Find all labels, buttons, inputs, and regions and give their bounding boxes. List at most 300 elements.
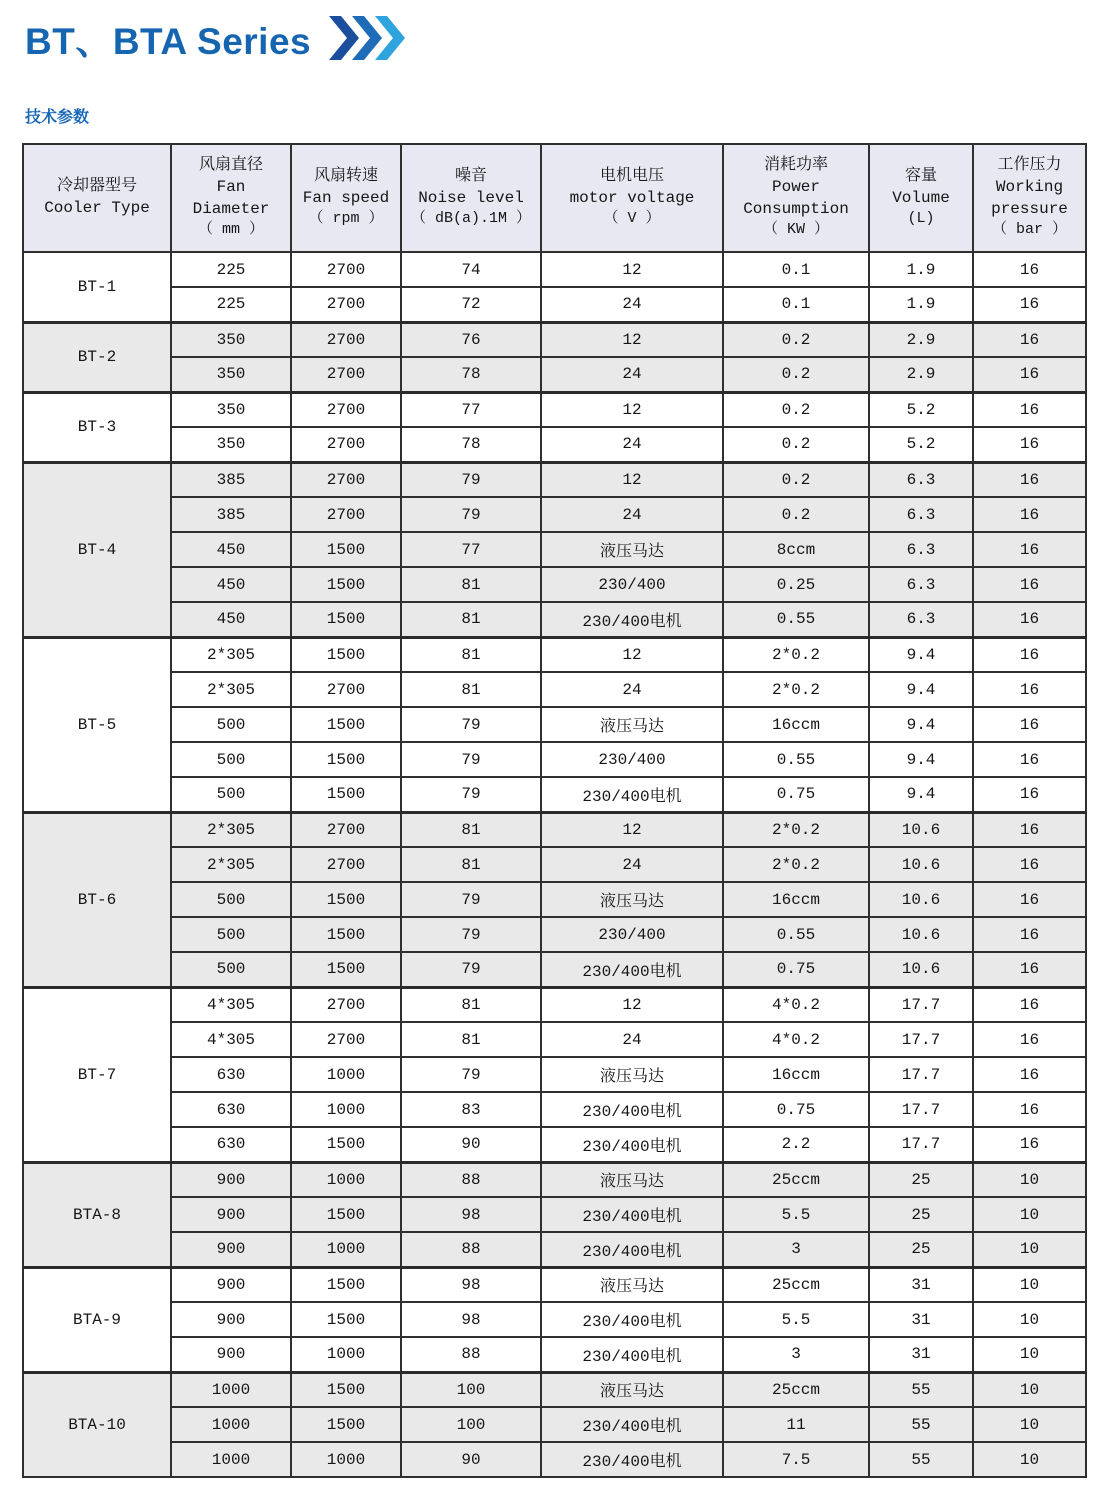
data-cell: 16	[973, 672, 1086, 707]
data-cell: 79	[401, 497, 541, 532]
data-cell: 9.4	[869, 742, 973, 777]
data-cell: 16	[973, 1127, 1086, 1162]
data-cell: 1500	[291, 532, 401, 567]
data-cell: 0.1	[723, 287, 869, 322]
data-cell: 3	[723, 1337, 869, 1372]
data-cell: 5.2	[869, 392, 973, 427]
data-cell: 24	[541, 357, 723, 392]
data-cell: 630	[171, 1092, 291, 1127]
data-cell: 6.3	[869, 462, 973, 497]
column-header-en: motor voltage	[569, 188, 695, 207]
cooler-type-cell: BT-3	[23, 392, 171, 462]
data-cell: 10	[973, 1197, 1086, 1232]
data-cell: 81	[401, 602, 541, 637]
data-cell: 55	[869, 1442, 973, 1477]
data-cell: 1500	[291, 1197, 401, 1232]
table-row	[23, 707, 1086, 742]
data-cell: 500	[171, 952, 291, 987]
column-header-zh: 风扇直径	[198, 156, 263, 175]
data-cell: 10.6	[869, 812, 973, 847]
column-header-fan-diameter	[171, 144, 291, 252]
data-cell: 77	[401, 392, 541, 427]
cooler-type-cell: BTA-8	[23, 1162, 171, 1267]
data-cell: 2*0.2	[723, 847, 869, 882]
data-cell: 9.4	[869, 672, 973, 707]
header-row	[23, 144, 1086, 252]
data-cell: 4*305	[171, 1022, 291, 1057]
column-header-zh: 消耗功率	[763, 156, 828, 175]
table-row	[23, 882, 1086, 917]
data-cell: 25	[869, 1162, 973, 1197]
data-cell: 100	[401, 1372, 541, 1407]
data-cell: 2*305	[171, 637, 291, 672]
page-title: BT、BTA Series	[25, 21, 312, 62]
table-row	[23, 1407, 1086, 1442]
data-cell: 0.75	[723, 777, 869, 812]
table-row	[23, 777, 1086, 812]
column-header-zh: 电机电压	[599, 167, 664, 186]
data-cell: 76	[401, 322, 541, 357]
data-cell: 230/400电机	[541, 1407, 723, 1442]
data-cell: 4*0.2	[723, 987, 869, 1022]
data-cell: 6.3	[869, 567, 973, 602]
data-cell: 2700	[291, 392, 401, 427]
data-cell: 9.4	[869, 777, 973, 812]
data-cell: 225	[171, 287, 291, 322]
table-row	[23, 567, 1086, 602]
data-cell: 230/400	[541, 567, 723, 602]
column-header-unit: （ mm ）	[197, 221, 264, 239]
data-cell: 90	[401, 1442, 541, 1477]
data-cell: 3	[723, 1232, 869, 1267]
cooler-type-cell: BT-6	[23, 812, 171, 987]
table-row	[23, 462, 1086, 497]
table-row	[23, 1127, 1086, 1162]
data-cell: 1500	[291, 707, 401, 742]
cooler-type-cell: BTA-10	[23, 1372, 171, 1477]
data-cell: 16	[973, 1057, 1086, 1092]
table-row	[23, 812, 1086, 847]
data-cell: 1500	[291, 742, 401, 777]
data-cell: 12	[541, 987, 723, 1022]
data-cell: 16	[973, 392, 1086, 427]
data-cell: 31	[869, 1267, 973, 1302]
data-cell: 12	[541, 252, 723, 287]
data-cell: 10	[973, 1162, 1086, 1197]
data-cell: 81	[401, 1022, 541, 1057]
data-cell: 31	[869, 1337, 973, 1372]
data-cell: 16ccm	[723, 707, 869, 742]
data-cell: 4*0.2	[723, 1022, 869, 1057]
column-header-unit: （ bar ）	[991, 221, 1067, 239]
data-cell: 25ccm	[723, 1267, 869, 1302]
column-header-unit: （ rpm ）	[308, 210, 384, 228]
data-cell: 0.2	[723, 497, 869, 532]
data-cell: 77	[401, 532, 541, 567]
data-cell: 16	[973, 847, 1086, 882]
cooler-type-cell: BT-1	[23, 252, 171, 322]
cooler-type-cell: BT-5	[23, 637, 171, 812]
data-cell: 1000	[291, 1232, 401, 1267]
data-cell: 230/400电机	[541, 952, 723, 987]
data-cell: 81	[401, 812, 541, 847]
section-label: 技术参数	[25, 109, 90, 126]
data-cell: 350	[171, 322, 291, 357]
data-cell: 16	[973, 602, 1086, 637]
data-cell: 16	[973, 427, 1086, 462]
data-cell: 24	[541, 1022, 723, 1057]
data-cell: 12	[541, 462, 723, 497]
data-cell: 1000	[171, 1442, 291, 1477]
data-cell: 500	[171, 882, 291, 917]
data-cell: 12	[541, 392, 723, 427]
data-cell: 16	[973, 497, 1086, 532]
data-cell: 液压马达	[541, 1267, 723, 1302]
data-cell: 450	[171, 602, 291, 637]
data-cell: 25	[869, 1232, 973, 1267]
column-header-volume	[869, 144, 973, 252]
data-cell: 24	[541, 497, 723, 532]
column-header-working-pressure	[973, 144, 1086, 252]
data-cell: 7.5	[723, 1442, 869, 1477]
data-cell: 16	[973, 777, 1086, 812]
table-row	[23, 1267, 1086, 1302]
data-cell: 630	[171, 1057, 291, 1092]
data-cell: 16	[973, 462, 1086, 497]
table-row	[23, 1057, 1086, 1092]
spec-table-body	[23, 252, 1086, 1477]
data-cell: 10	[973, 1442, 1086, 1477]
cooler-type-cell: BT-4	[23, 462, 171, 637]
table-row	[23, 847, 1086, 882]
data-cell: 1000	[291, 1162, 401, 1197]
data-cell: 液压马达	[541, 1162, 723, 1197]
data-cell: 450	[171, 567, 291, 602]
data-cell: 0.1	[723, 252, 869, 287]
data-cell: 0.75	[723, 952, 869, 987]
data-cell: 1.9	[869, 252, 973, 287]
cooler-type-cell: BT-2	[23, 322, 171, 392]
data-cell: 16ccm	[723, 882, 869, 917]
data-cell: 78	[401, 357, 541, 392]
data-cell: 385	[171, 462, 291, 497]
data-cell: 1500	[291, 917, 401, 952]
data-cell: 0.2	[723, 392, 869, 427]
data-cell: 1000	[291, 1057, 401, 1092]
table-row	[23, 672, 1086, 707]
data-cell: 1500	[291, 882, 401, 917]
table-row	[23, 322, 1086, 357]
triple-chevron-right-icon	[329, 16, 405, 60]
column-header-zh: 风扇转速	[313, 167, 378, 186]
data-cell: 55	[869, 1407, 973, 1442]
data-cell: 1500	[291, 1127, 401, 1162]
data-cell: 230/400电机	[541, 1232, 723, 1267]
data-cell: 17.7	[869, 1022, 973, 1057]
data-cell: 5.5	[723, 1197, 869, 1232]
data-cell: 16	[973, 567, 1086, 602]
data-cell: 17.7	[869, 987, 973, 1022]
data-cell: 16	[973, 707, 1086, 742]
column-header-en: Volume	[892, 188, 950, 207]
data-cell: 2700	[291, 1022, 401, 1057]
data-cell: 0.2	[723, 462, 869, 497]
data-cell: 17.7	[869, 1127, 973, 1162]
data-cell: 0.55	[723, 917, 869, 952]
data-cell: 2.2	[723, 1127, 869, 1162]
data-cell: 1.9	[869, 287, 973, 322]
table-row	[23, 602, 1086, 637]
data-cell: 10	[973, 1302, 1086, 1337]
data-cell: 17.7	[869, 1057, 973, 1092]
data-cell: 2700	[291, 812, 401, 847]
data-cell: 88	[401, 1232, 541, 1267]
data-cell: 1500	[291, 1372, 401, 1407]
data-cell: 500	[171, 742, 291, 777]
column-header-zh: 容量	[904, 167, 937, 186]
data-cell: 79	[401, 777, 541, 812]
data-cell: 900	[171, 1162, 291, 1197]
table-row	[23, 952, 1086, 987]
data-cell: 16	[973, 882, 1086, 917]
data-cell: 81	[401, 637, 541, 672]
data-cell: 2700	[291, 252, 401, 287]
data-cell: 81	[401, 987, 541, 1022]
data-cell: 24	[541, 847, 723, 882]
data-cell: 450	[171, 532, 291, 567]
table-row	[23, 357, 1086, 392]
data-cell: 9.4	[869, 637, 973, 672]
data-cell: 液压马达	[541, 1372, 723, 1407]
data-cell: 630	[171, 1127, 291, 1162]
data-cell: 16	[973, 812, 1086, 847]
data-cell: 液压马达	[541, 707, 723, 742]
table-row	[23, 1442, 1086, 1477]
data-cell: 2*305	[171, 847, 291, 882]
data-cell: 1000	[291, 1092, 401, 1127]
data-cell: 24	[541, 287, 723, 322]
table-row	[23, 427, 1086, 462]
table-row	[23, 917, 1086, 952]
column-header-zh: 工作压力	[997, 156, 1062, 175]
table-row	[23, 1022, 1086, 1057]
data-cell: 0.55	[723, 742, 869, 777]
data-cell: 10.6	[869, 847, 973, 882]
data-cell: 230/400电机	[541, 1302, 723, 1337]
data-cell: 17.7	[869, 1092, 973, 1127]
data-cell: 1500	[291, 1407, 401, 1442]
data-cell: 900	[171, 1302, 291, 1337]
column-header-en: Power Consumption	[743, 178, 849, 218]
data-cell: 10	[973, 1407, 1086, 1442]
data-cell: 8ccm	[723, 532, 869, 567]
data-cell: 6.3	[869, 532, 973, 567]
data-cell: 230/400电机	[541, 1442, 723, 1477]
table-row	[23, 392, 1086, 427]
data-cell: 10	[973, 1372, 1086, 1407]
data-cell: 2700	[291, 987, 401, 1022]
data-cell: 81	[401, 567, 541, 602]
column-header-noise-level	[401, 144, 541, 252]
column-header-unit: （ KW ）	[762, 221, 829, 239]
table-row	[23, 637, 1086, 672]
data-cell: 230/400电机	[541, 1092, 723, 1127]
column-header-unit: （ dB(a).1M ）	[410, 210, 531, 228]
data-cell: 100	[401, 1407, 541, 1442]
table-row	[23, 987, 1086, 1022]
data-cell: 79	[401, 1057, 541, 1092]
cooler-type-cell: BTA-9	[23, 1267, 171, 1372]
data-cell: 78	[401, 427, 541, 462]
data-cell: 0.25	[723, 567, 869, 602]
data-cell: 25	[869, 1197, 973, 1232]
data-cell: 900	[171, 1197, 291, 1232]
column-header-unit: (L)	[907, 210, 935, 228]
data-cell: 2700	[291, 322, 401, 357]
data-cell: 10.6	[869, 882, 973, 917]
data-cell: 11	[723, 1407, 869, 1442]
column-header-en: Noise level	[418, 188, 524, 207]
data-cell: 12	[541, 637, 723, 672]
table-row	[23, 1302, 1086, 1337]
data-cell: 900	[171, 1337, 291, 1372]
data-cell: 350	[171, 392, 291, 427]
column-header-zh: 冷却器型号	[56, 177, 137, 196]
data-cell: 2*0.2	[723, 812, 869, 847]
data-cell: 500	[171, 777, 291, 812]
data-cell: 1500	[291, 777, 401, 812]
data-cell: 4*305	[171, 987, 291, 1022]
data-cell: 1500	[291, 567, 401, 602]
data-cell: 230/400电机	[541, 777, 723, 812]
data-cell: 1500	[291, 1302, 401, 1337]
data-cell: 230/400电机	[541, 1337, 723, 1372]
data-cell: 1000	[291, 1442, 401, 1477]
data-cell: 2700	[291, 287, 401, 322]
data-cell: 16	[973, 532, 1086, 567]
data-cell: 79	[401, 742, 541, 777]
data-cell: 6.3	[869, 497, 973, 532]
table-row	[23, 1372, 1086, 1407]
data-cell: 25ccm	[723, 1162, 869, 1197]
data-cell: 液压马达	[541, 882, 723, 917]
column-header-fan-speed	[291, 144, 401, 252]
data-cell: 16	[973, 637, 1086, 672]
data-cell: 0.2	[723, 427, 869, 462]
data-cell: 16	[973, 952, 1086, 987]
data-cell: 液压马达	[541, 532, 723, 567]
data-cell: 16	[973, 357, 1086, 392]
data-cell: 16ccm	[723, 1057, 869, 1092]
cooler-type-cell: BT-7	[23, 987, 171, 1162]
data-cell: 16	[973, 917, 1086, 952]
data-cell: 350	[171, 427, 291, 462]
data-cell: 5.2	[869, 427, 973, 462]
data-cell: 2.9	[869, 357, 973, 392]
title-row	[25, 12, 1100, 64]
data-cell: 230/400电机	[541, 1197, 723, 1232]
table-row	[23, 497, 1086, 532]
data-cell: 2700	[291, 672, 401, 707]
data-cell: 79	[401, 462, 541, 497]
table-row	[23, 252, 1086, 287]
data-cell: 12	[541, 812, 723, 847]
data-cell: 24	[541, 427, 723, 462]
data-cell: 31	[869, 1302, 973, 1337]
table-row	[23, 742, 1086, 777]
data-cell: 10.6	[869, 952, 973, 987]
column-header-en: Cooler Type	[44, 199, 150, 217]
column-header-en: Fan Diameter	[192, 178, 270, 218]
data-cell: 81	[401, 847, 541, 882]
data-cell: 55	[869, 1372, 973, 1407]
data-cell: 1000	[291, 1337, 401, 1372]
column-header-unit: （ V ）	[603, 210, 661, 228]
data-cell: 1000	[171, 1407, 291, 1442]
data-cell: 2700	[291, 357, 401, 392]
data-cell: 1500	[291, 1267, 401, 1302]
data-cell: 79	[401, 882, 541, 917]
data-cell: 1500	[291, 602, 401, 637]
data-cell: 5.5	[723, 1302, 869, 1337]
data-cell: 79	[401, 707, 541, 742]
data-cell: 10	[973, 1337, 1086, 1372]
data-cell: 2700	[291, 847, 401, 882]
data-cell: 2*305	[171, 672, 291, 707]
data-cell: 81	[401, 672, 541, 707]
data-cell: 88	[401, 1337, 541, 1372]
data-cell: 2700	[291, 462, 401, 497]
data-cell: 900	[171, 1232, 291, 1267]
data-cell: 0.2	[723, 357, 869, 392]
data-cell: 230/400	[541, 742, 723, 777]
data-cell: 12	[541, 322, 723, 357]
data-cell: 液压马达	[541, 1057, 723, 1092]
table-row	[23, 1197, 1086, 1232]
table-row	[23, 1232, 1086, 1267]
table-row	[23, 287, 1086, 322]
data-cell: 0.2	[723, 322, 869, 357]
data-cell: 6.3	[869, 602, 973, 637]
data-cell: 72	[401, 287, 541, 322]
data-cell: 1500	[291, 637, 401, 672]
data-cell: 98	[401, 1267, 541, 1302]
data-cell: 83	[401, 1092, 541, 1127]
data-cell: 16	[973, 1022, 1086, 1057]
data-cell: 0.55	[723, 602, 869, 637]
spec-table-header	[23, 144, 1086, 252]
data-cell: 74	[401, 252, 541, 287]
data-cell: 500	[171, 917, 291, 952]
data-cell: 16	[973, 1092, 1086, 1127]
column-header-en: Working pressure	[991, 178, 1068, 218]
data-cell: 10	[973, 1267, 1086, 1302]
column-header-cooler-type	[23, 144, 171, 252]
data-cell: 10.6	[869, 917, 973, 952]
data-cell: 10	[973, 1232, 1086, 1267]
table-row	[23, 1092, 1086, 1127]
data-cell: 98	[401, 1302, 541, 1337]
data-cell: 500	[171, 707, 291, 742]
data-cell: 16	[973, 742, 1086, 777]
data-cell: 79	[401, 917, 541, 952]
data-cell: 9.4	[869, 707, 973, 742]
data-cell: 25ccm	[723, 1372, 869, 1407]
data-cell: 385	[171, 497, 291, 532]
data-cell: 2*0.2	[723, 672, 869, 707]
table-row	[23, 1337, 1086, 1372]
data-cell: 230/400	[541, 917, 723, 952]
